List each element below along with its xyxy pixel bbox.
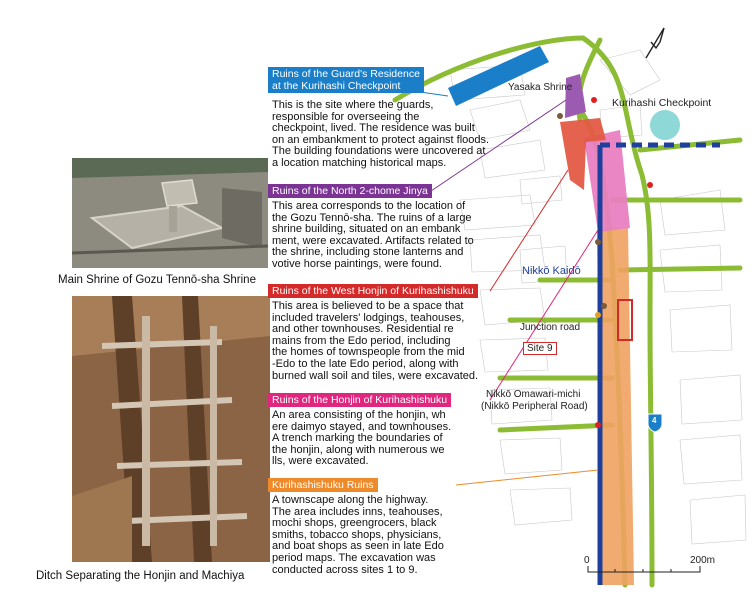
- honjin-description: An area consisting of the honjin, wh ere daimyo stayed, and townhouses. A trench marking the boundaries of the honjin, along with numerous we lls, were excavated.: [272, 409, 452, 468]
- north-jinya-title: Ruins of the North 2-chome Jinya: [268, 184, 432, 198]
- scale-end-label: 200m: [690, 555, 716, 566]
- guards-residence-description: This is the site where the guards, responsible for overseeing the checkpoint, lived. The residence was built on an embankment to protect against floods. The building foundations were uncovered at a location matching historical maps.: [272, 99, 490, 169]
- west-honjin-description: This area is believed to be a space that included travelers' lodgings, teahouses, and other townhouses. Residential re mains from the Edo period, including the homes of townspeople from the mid -Edo to the late Edo period, along with burned wall soil and tiles, were excavated.: [272, 300, 479, 382]
- bottom-photo-caption: Ditch Separating the Honjin and Machiya: [36, 570, 245, 582]
- north-arrow-icon: [646, 28, 664, 58]
- checkpoint-circle: [650, 110, 680, 140]
- kurihashishuku-area: [597, 228, 634, 585]
- top-photo-caption: Main Shrine of Gozu Tennō-sha Shrine: [58, 274, 256, 286]
- gozu-tennosha-photo: [72, 158, 268, 268]
- junction-road-label: Junction road: [520, 322, 581, 333]
- yasaka-shrine-label: Yasaka Shrine: [508, 82, 573, 93]
- nikko-kaido-label: Nikkō Kaidō: [522, 265, 581, 277]
- ditch-photo: [72, 296, 270, 562]
- guards-residence-title-line-1: Ruins of the Guard's Residence: [272, 68, 420, 80]
- kurihashishuku-title: Kurihashishuku Ruins: [268, 478, 378, 492]
- site-9-label: Site 9: [523, 342, 557, 355]
- scale-start-label: 0: [584, 555, 590, 566]
- kurihashishuku-description: A townscape along the highway. The area includes inns, teahouses, mochi shops, greengrocers, black smiths, tobacco shops, physicians, and boat shops as seen in late Edo period maps. The excavation was conducted across sites 1 to 9.: [272, 494, 444, 576]
- honjin-title: Ruins of the Honjin of Kurihashishuku: [268, 393, 451, 407]
- guards-residence-title-line-2: at the Kurihashi Checkpoint: [272, 80, 401, 92]
- kurihashi-checkpoint-label: Kurihashi Checkpoint: [612, 97, 712, 109]
- west-honjin-title: Ruins of the West Honjin of Kurihashishuku: [268, 284, 478, 298]
- north-jinya-description: This area corresponds to the location of the Gozu Tennō-sha. The ruins of a large shrine building, situated on an embank ment, were excavated. Artifacts related to the shrine, including stone lanterns and votive horse paintings, were found.: [272, 200, 474, 270]
- omawari-sub-label: (Nikkō Peripheral Road): [481, 401, 588, 412]
- omawari-label: Nikkō Omawari-michi: [486, 389, 581, 400]
- route-number-label: 4: [652, 416, 657, 425]
- guards-residence-title: [268, 67, 424, 93]
